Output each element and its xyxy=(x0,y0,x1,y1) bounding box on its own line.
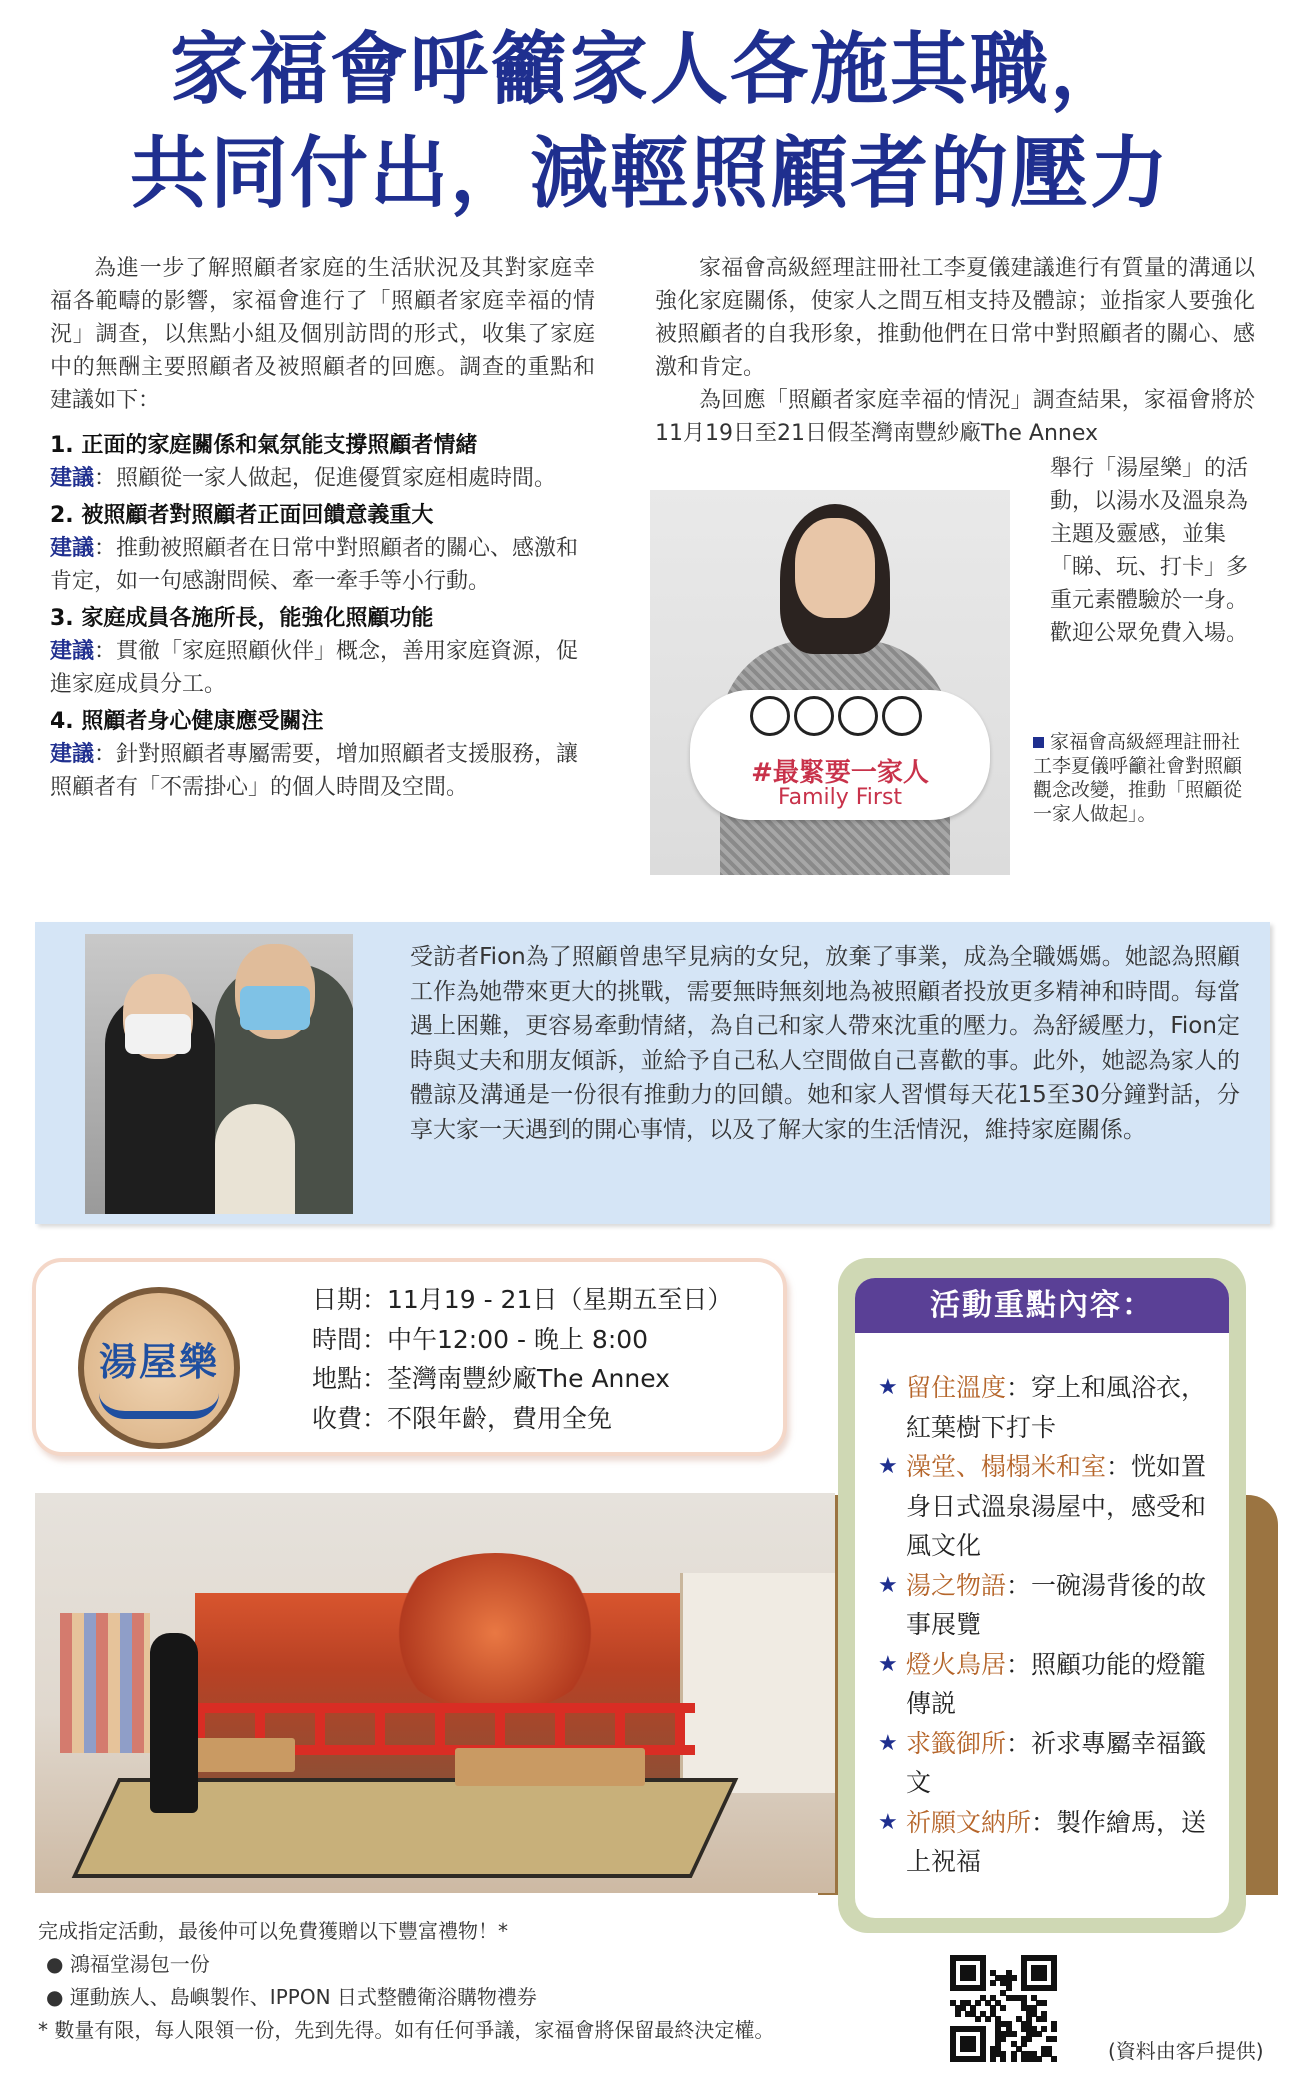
activity-name: 祈願文納所 xyxy=(906,1807,1032,1837)
event-details xyxy=(312,1280,732,1438)
qr-module xyxy=(1051,2056,1057,2062)
activity-name: 湯之物語 xyxy=(906,1570,1007,1600)
event-time: 時間：中午12:00 - 晚上 8:00 xyxy=(312,1324,649,1354)
qr-module xyxy=(980,1985,986,1991)
source-credit: (資料由客戶提供) xyxy=(1108,2039,1264,2063)
qr-module xyxy=(1041,2026,1047,2032)
photo-mother-mask xyxy=(125,1014,191,1054)
activity-item xyxy=(878,1566,1218,1645)
sign-hashtag: #最緊要一家人 xyxy=(751,758,929,788)
caption-square-icon xyxy=(1033,737,1044,748)
qr-module xyxy=(980,2056,986,2062)
qr-module xyxy=(1041,2016,1047,2022)
activity-item xyxy=(878,1368,1218,1447)
intro-paragraph: 為進一步了解照顧者家庭的生活狀況及其對家庭幸福各範疇的影響，家福會進行了「照顧者家庭幸福的情況」調查，以焦點小組及個別訪問的形式，收集了家庭中的無酬主要照顧者及被照顧者的回應。調查的重點和建議如下： xyxy=(50,256,595,413)
visitor-figure xyxy=(150,1633,198,1813)
activity-name: 燈火鳥居 xyxy=(906,1649,1007,1679)
activity-desc: ：照顧功能的燈籠傳説 xyxy=(906,1649,1207,1718)
activity-highlights-panel xyxy=(838,1258,1246,1933)
gift-intro: 完成指定活動，最後仲可以免費獲贈以下豐富禮物！* xyxy=(38,1919,508,1943)
headline xyxy=(0,18,1300,226)
finding-suggestion xyxy=(50,635,595,701)
qr-module xyxy=(1011,2056,1017,2062)
finding-suggestion xyxy=(50,462,595,495)
suggestion-text: ：推動被照顧者在日常中對照顧者的關心、感激和肯定，如一句感謝問候、牽一牽手等小行動。 xyxy=(50,536,579,594)
activity-name: 留住溫度 xyxy=(906,1373,1007,1402)
yukata-rack xyxy=(60,1613,150,1753)
gift-item-text: 運動族人、島嶼製作、IPPON 日式整體衛浴購物禮券 xyxy=(69,1985,537,2009)
activity-desc: ：恍如置身日式溫泉湯屋中，感受和風文化 xyxy=(906,1452,1207,1560)
suggestion-label: 建議 xyxy=(50,639,95,664)
gift-note: * 數量有限，每人限領一份，先到先得。如有任何爭議，家福會將保留最終決定權。 xyxy=(38,2018,775,2042)
suggestion-label: 建議 xyxy=(50,466,95,491)
photo-child xyxy=(215,1104,295,1214)
qr-module xyxy=(1051,1985,1057,1991)
logo-text: 湯屋樂 xyxy=(98,1340,219,1384)
activity-header: 活動重點內容： xyxy=(855,1278,1229,1333)
qr-module xyxy=(1041,2000,1047,2006)
photo-father-mask xyxy=(240,986,310,1030)
gift-item-text: 鴻福堂湯包一份 xyxy=(69,1952,210,1976)
sign-subtitle: Family First xyxy=(777,785,903,810)
activity-item xyxy=(878,1724,1218,1803)
activity-name: 求籤御所 xyxy=(906,1728,1007,1758)
suggestion-text: ：照顧從一家人做起，促進優質家庭相處時間。 xyxy=(94,466,557,491)
qr-module xyxy=(1011,1975,1017,1981)
star-icon: ★ xyxy=(878,1730,898,1756)
event-date: 日期：11月19 - 21日（星期五至日） xyxy=(312,1285,733,1314)
finding-heading: 3. 家庭成員各施所長，能強化照顧功能 xyxy=(50,606,434,631)
family-photo xyxy=(85,934,353,1214)
qr-code-icon[interactable] xyxy=(950,1955,1056,2061)
tong-uk-lok-logo xyxy=(78,1287,240,1449)
headline-line-2: 共同付出，減輕照顧者的壓力 xyxy=(129,129,1170,219)
wooden-bench-right xyxy=(455,1748,645,1786)
venue-rendering xyxy=(35,1493,835,1893)
qr-module xyxy=(1000,2056,1006,2062)
maple-tree xyxy=(385,1553,605,1713)
activity-item xyxy=(878,1447,1218,1566)
finding-heading: 2. 被照顧者對照顧者正面回饋意義重大 xyxy=(50,503,434,528)
finding-suggestion xyxy=(50,532,595,598)
finding-4 xyxy=(50,705,595,804)
suggestion-text: ：針對照顧者專屬需要，增加照顧者支援服務，讓照顧者有「不需掛心」的個人時間及空間。 xyxy=(50,742,579,800)
qr-module xyxy=(1011,2031,1017,2037)
cartoon-faces-icon xyxy=(750,696,940,746)
qr-module xyxy=(970,2046,976,2052)
interview-story-box xyxy=(35,922,1270,1224)
star-icon: ★ xyxy=(878,1375,898,1400)
headline-line-1: 家福會呼籲家人各施其職， xyxy=(169,25,1130,115)
event-intro-continued: 舉行「湯屋樂」的活動，以湯水及溫泉為主題及靈感，並集「睇、玩、打卡」多重元素體驗於一身。歡迎公眾免費入場。 xyxy=(1050,456,1249,646)
photo-figure-face xyxy=(795,518,875,618)
qr-module xyxy=(1041,1975,1047,1981)
photo-caption xyxy=(1033,730,1258,826)
finding-2 xyxy=(50,499,595,598)
gift-item: ● 運動族人、島嶼製作、IPPON 日式整體衛浴購物禮券 xyxy=(46,1985,537,2009)
expert-paragraph: 家福會高級經理註冊社工李夏儀建議進行有質量的溝通以強化家庭關係，使家人之間互相支持及體諒；並指家人要強化被照顧者的自我形象，推動他們在日常中對照顧者的關心、感激和肯定。 xyxy=(655,256,1255,380)
finding-1 xyxy=(50,429,595,495)
star-icon: ★ xyxy=(878,1809,898,1835)
qr-module xyxy=(1000,2005,1006,2011)
gift-section xyxy=(38,1915,938,2047)
event-fee: 收費：不限年齡，費用全免 xyxy=(312,1403,613,1433)
suggestion-text: ：貫徹「家庭照顧伙伴」概念，善用家庭資源，促進家庭成員分工。 xyxy=(50,639,579,697)
activity-desc: ：穿上和風浴衣，紅葉樹下打卡 xyxy=(906,1373,1207,1442)
finding-suggestion xyxy=(50,738,595,804)
shoji-screen xyxy=(680,1573,835,1793)
activity-list xyxy=(878,1368,1218,1882)
star-icon: ★ xyxy=(878,1454,898,1479)
event-venue: 地點：荃灣南豐紗廠The Annex xyxy=(312,1364,670,1393)
activity-desc: ：製作繪馬，送上祝福 xyxy=(906,1807,1207,1876)
star-icon: ★ xyxy=(878,1651,898,1677)
activity-desc: ：祈求專屬幸福籤文 xyxy=(906,1728,1207,1797)
logo-wave-icon xyxy=(99,1393,219,1419)
gift-item: ● 鴻福堂湯包一份 xyxy=(46,1952,210,1976)
expert-column xyxy=(655,252,1255,450)
finding-3 xyxy=(50,602,595,701)
qr-module xyxy=(1006,1985,1012,1991)
qr-module xyxy=(1051,2026,1057,2032)
activity-item xyxy=(878,1645,1218,1724)
activity-desc: ：一碗湯背後的故事展覽 xyxy=(906,1570,1207,1639)
activity-item xyxy=(878,1803,1218,1882)
finding-heading: 1. 正面的家庭關係和氣氛能支撐照顧者情緒 xyxy=(50,433,478,458)
survey-column xyxy=(50,252,595,804)
star-icon: ★ xyxy=(878,1572,898,1598)
qr-module xyxy=(1051,2036,1057,2042)
story-text: 受訪者Fion為了照顧曾患罕見病的女兒，放棄了事業，成為全職媽媽。她認為照顧工作為她帶來更大的挑戰，需要無時無刻地為被照顧者投放更多精神和時間。每當遇上困難，更容易牽動情緒，為自己和家人帶來沈重的壓力。為舒緩壓力，Fion定時與丈夫和朋友傾訴，並給予自己私人空間做自己喜歡的事。此外，她認為家人的體諒及溝通是一份很有推動力的回饋。她和家人習慣每天花15至30分鐘對話，分享大家一天遇到的開心事情，以及了解大家的生活情況，維持家庭關係。 xyxy=(410,944,1240,1143)
social-worker-photo xyxy=(650,490,1010,875)
family-first-sign xyxy=(690,690,990,820)
suggestion-label: 建議 xyxy=(50,536,95,561)
qr-module xyxy=(970,1975,976,1981)
activity-name: 澡堂、榻榻米和室 xyxy=(906,1452,1107,1481)
event-intro-paragraph: 為回應「照顧者家庭幸福的情況」調查結果，家福會將於11月19日至21日假荃灣南豐紗廠The Annex xyxy=(655,388,1255,446)
suggestion-label: 建議 xyxy=(50,742,95,767)
caption-text: 家福會高級經理註冊社工李夏儀呼籲社會對照顧觀念改變，推動「照顧從一家人做起」。 xyxy=(1033,731,1243,825)
finding-heading: 4. 照顧者身心健康應受關注 xyxy=(50,709,324,734)
event-info-card xyxy=(32,1258,787,1456)
